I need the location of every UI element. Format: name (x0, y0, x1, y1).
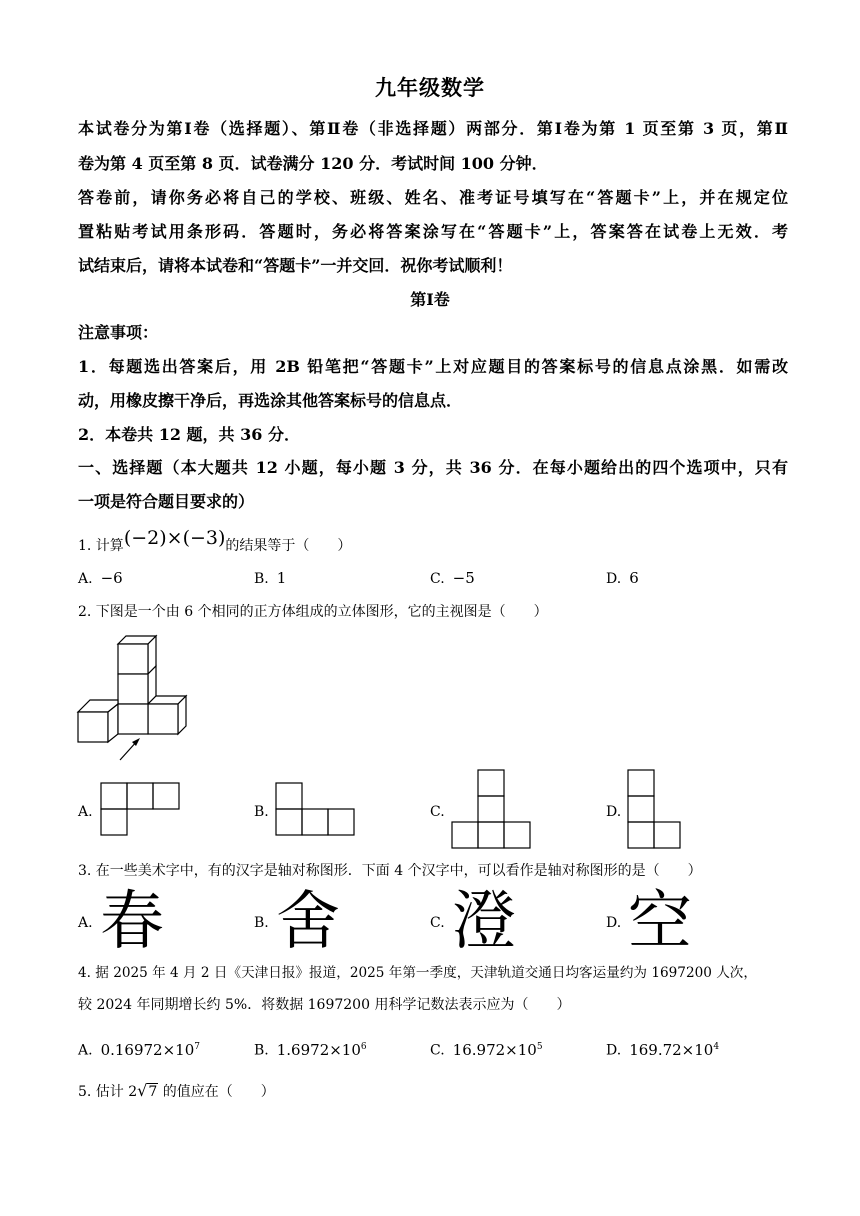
q2-option-b-view (275, 782, 357, 836)
q3-option-b-char: 舍 (276, 885, 340, 959)
cube-front-face (118, 644, 148, 674)
option-exponent: 6 (360, 1042, 367, 1052)
q2-option-a-label[interactable]: A. (78, 804, 93, 820)
q2-option-d-label[interactable]: D. (606, 804, 622, 820)
question-3: 3. 在一些美术字中，有的汉字是轴对称图形．下面 4 个汉字中，可以看作是轴对称图形的是（ ） (78, 863, 702, 879)
question-5 (78, 1081, 275, 1102)
option-label: B. (254, 1042, 269, 1059)
q2-option-c-view (451, 769, 533, 849)
part1-line-1: 一、选择题（本大题共 12 小题，每小题 3 分，共 36 分．在每小题给出的四个选项中，只有 (78, 458, 788, 477)
section-title: 第Ⅰ卷 (410, 290, 450, 309)
option-value: 6 (629, 569, 639, 587)
intro-line-1: 本试卷分为第Ⅰ卷（选择题）、第Ⅱ卷（非选择题）两部分．第Ⅰ卷为第 1 页至第 3 页，第Ⅱ (78, 119, 788, 138)
option-label: A. (78, 1042, 93, 1059)
q3-option-d-label[interactable]: D. (606, 915, 622, 931)
q3-option-a-label[interactable]: A. (78, 915, 93, 931)
intro-line-2: 卷为第 4 页至第 8 页．试卷满分 120 分．考试时间 100 分钟． (78, 154, 548, 173)
option-label: C. (430, 1042, 445, 1059)
option-mantissa: 0.16972×10 (100, 1040, 195, 1059)
q4-option-d[interactable] (606, 1037, 719, 1061)
q1-expr-b: (−3) (182, 527, 226, 549)
q2-option-a-view (100, 782, 182, 836)
exam-title: 九年级数学 (375, 75, 485, 100)
question-4-line-2: 较 2024 年同期增长约 5%．将数据 1697200 用科学记数法表示应为（ ） (78, 997, 571, 1013)
q1-suffix: 的结果等于（ ） (225, 538, 352, 554)
cube-front-face (118, 704, 148, 734)
q1-option-d[interactable] (606, 568, 639, 589)
q3-option-c-char: 澄 (452, 885, 516, 959)
q3-option-c-label[interactable]: C. (430, 915, 445, 931)
option-mantissa: 169.72×10 (629, 1040, 714, 1059)
cube-front-face (78, 712, 108, 742)
q5-radicand: 7 (148, 1084, 158, 1100)
q2-option-c-label[interactable]: C. (430, 804, 445, 820)
option-exponent: 7 (194, 1042, 200, 1052)
q4-option-c[interactable] (430, 1037, 543, 1061)
q1-option-a[interactable] (78, 568, 123, 589)
q2-option-d-view (627, 769, 709, 849)
option-exponent: 4 (713, 1042, 720, 1052)
q1-expr-a: (−2) (123, 527, 167, 549)
q3-option-a-char: 春 (100, 885, 164, 959)
option-mantissa: 1.6972×10 (276, 1040, 361, 1059)
question-1 (78, 527, 352, 556)
q5-prefix: 5. 估计 2 (78, 1084, 138, 1100)
q1-option-c[interactable] (430, 568, 475, 589)
intro-line-5: 试结束后，请将本试卷和“答题卡”一并交回．祝你考试顺利！ (78, 256, 513, 275)
question-2: 2. 下图是一个由 6 个相同的正方体组成的立体图形，它的主视图是（ ） (78, 604, 548, 620)
q4-option-a[interactable] (78, 1037, 200, 1061)
option-mantissa: 16.972×10 (452, 1040, 537, 1059)
q4-option-b[interactable] (254, 1037, 367, 1061)
cube-solid-figure (76, 632, 196, 762)
sqrt-symbol-icon: √ (137, 1081, 148, 1100)
question-4-line-1: 4. 据 2025 年 4 月 2 日《天津日报》报道，2025 年第一季度，天津轨道交通日均客运量约为 1697200 人次， (78, 965, 757, 981)
cube-front-face (118, 674, 148, 704)
option-label: D. (606, 571, 622, 587)
part1-line-2: 一项是符合题目要求的） (78, 492, 255, 511)
q3-option-b-label[interactable]: B. (254, 915, 269, 931)
option-value: −6 (100, 569, 123, 587)
option-exponent: 5 (536, 1042, 543, 1052)
notice-item-1-line-1: 1．每题选出答案后，用 2B 铅笔把“答题卡”上对应题目的答案标号的信息点涂黑．如需改 (78, 357, 788, 376)
option-label: B. (254, 571, 269, 587)
intro-line-4: 置粘贴考试用条形码．答题时，务必将答案涂写在“答题卡”上，答案答在试卷上无效．考 (78, 222, 788, 241)
notice-item-1-line-2: 动，用橡皮擦干净后，再选涂其他答案标号的信息点． (78, 391, 463, 410)
cube-front-face (148, 704, 178, 734)
option-label: C. (430, 571, 445, 587)
q1-times: × (166, 527, 183, 549)
q2-option-b-label[interactable]: B. (254, 804, 269, 820)
option-label: A. (78, 571, 93, 587)
notice-item-2: 2．本卷共 12 题，共 36 分． (78, 425, 300, 444)
intro-line-3: 答卷前，请你务必将自己的学校、班级、姓名、准考证号填写在“答题卡”上，并在规定位 (78, 188, 788, 207)
option-label: D. (606, 1042, 622, 1059)
option-value: −5 (452, 569, 475, 587)
q1-prefix: 1. 计算 (78, 538, 124, 554)
notice-heading: 注意事项： (78, 323, 159, 342)
q1-option-b[interactable] (254, 568, 286, 589)
option-value: 1 (276, 569, 287, 587)
q3-option-d-char: 空 (628, 885, 692, 959)
q5-suffix: 的值应在（ ） (158, 1084, 275, 1100)
